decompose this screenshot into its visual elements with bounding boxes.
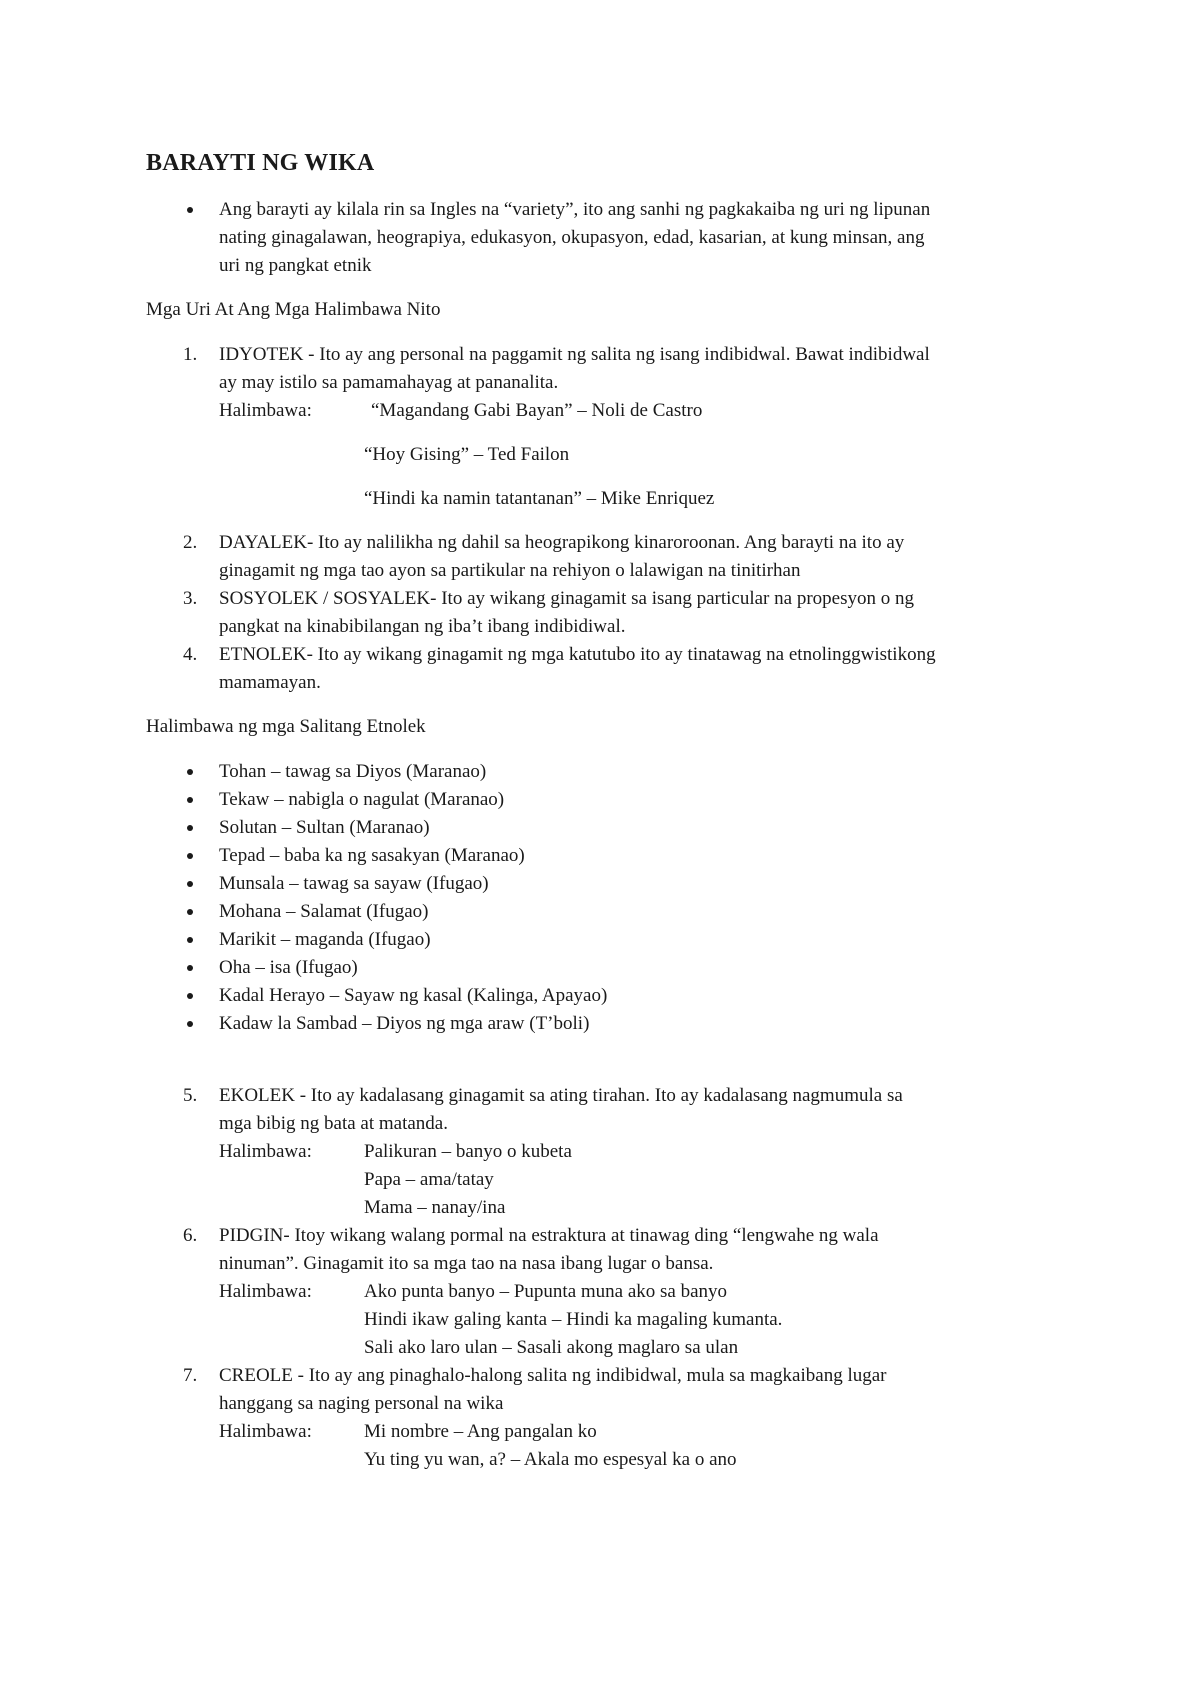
list-item: Oha – isa (Ifugao) (219, 957, 358, 978)
example-text: “Magandang Gabi Bayan” – Noli de Castro (371, 400, 703, 421)
intro-line: uri ng pangkat etnik (219, 255, 372, 276)
intro-line: nating ginagalawan, heograpiya, edukasyon, okupasyon, edad, kasarian, at kung minsan, ang (219, 227, 925, 248)
item2-line: ginagamit ng mga tao ayon sa partikular na rehiyon o lalawigan na tinitirhan (219, 560, 801, 581)
example-text: Ako punta banyo – Pupunta muna ako sa banyo (364, 1281, 728, 1302)
example-text: Palikuran – banyo o kubeta (364, 1141, 572, 1162)
list-number: 5. (183, 1085, 198, 1106)
bullet-icon (187, 1021, 193, 1027)
list-number: 4. (183, 644, 198, 665)
bullet-icon (187, 825, 193, 831)
bullet-icon (187, 853, 193, 859)
item2-line: DAYALEK- Ito ay nalilikha ng dahil sa heograpikong kinaroroonan. Ang barayti na ito ay (219, 532, 905, 553)
section-heading-types: Mga Uri At Ang Mga Halimbawa Nito (146, 299, 441, 320)
bullet-icon (187, 937, 193, 943)
example-label: Halimbawa: (219, 400, 312, 421)
item7-line: hanggang sa naging personal na wika (219, 1393, 504, 1414)
document-title: BARAYTI NG WIKA (146, 150, 375, 176)
item5-line: mga bibig ng bata at matanda. (219, 1113, 448, 1134)
list-number: 1. (183, 344, 198, 365)
example-text: Mama – nanay/ina (364, 1197, 506, 1218)
list-item: Tekaw – nabigla o nagulat (Maranao) (219, 789, 505, 810)
list-number: 3. (183, 588, 198, 609)
example-text: Sali ako laro ulan – Sasali akong maglaro sa ulan (364, 1337, 739, 1358)
list-item: Kadaw la Sambad – Diyos ng mga araw (T’boli) (219, 1013, 590, 1034)
example-text: Hindi ikaw galing kanta – Hindi ka magaling kumanta. (364, 1309, 783, 1330)
item4-line: mamamayan. (219, 672, 321, 693)
bullet-icon (187, 909, 193, 915)
list-item: Mohana – Salamat (Ifugao) (219, 901, 429, 922)
list-number: 2. (183, 532, 198, 553)
list-number: 7. (183, 1365, 198, 1386)
example-text: Mi nombre – Ang pangalan ko (364, 1421, 597, 1442)
list-item: Tepad – baba ka ng sasakyan (Maranao) (219, 845, 525, 866)
example-label: Halimbawa: (219, 1421, 312, 1442)
example-text: “Hindi ka namin tatantanan” – Mike Enriquez (364, 488, 715, 509)
example-text: “Hoy Gising” – Ted Failon (364, 444, 570, 465)
item3-line: SOSYOLEK / SOSYALEK- Ito ay wikang ginagamit sa isang particular na propesyon o ng (219, 588, 914, 609)
bullet-icon (187, 769, 193, 775)
bullet-icon (187, 797, 193, 803)
example-label: Halimbawa: (219, 1281, 312, 1302)
list-item: Tohan – tawag sa Diyos (Maranao) (219, 761, 487, 782)
item5-line: EKOLEK - Ito ay kadalasang ginagamit sa ating tirahan. Ito ay kadalasang nagmumula sa (219, 1085, 903, 1106)
example-text: Papa – ama/tatay (364, 1169, 494, 1190)
section-heading-etnolek: Halimbawa ng mga Salitang Etnolek (146, 716, 426, 737)
item3-line: pangkat na kinabibilangan ng iba’t ibang indibidiwal. (219, 616, 626, 637)
example-label: Halimbawa: (219, 1141, 312, 1162)
bullet-icon (187, 881, 193, 887)
list-item: Munsala – tawag sa sayaw (Ifugao) (219, 873, 489, 894)
item1-line: IDYOTEK - Ito ay ang personal na paggamit ng salita ng isang indibidwal. Bawat indibidwal (219, 344, 930, 365)
bullet-icon (187, 207, 193, 213)
item6-line: PIDGIN- Itoy wikang walang pormal na estraktura at tinawag ding “lengwahe ng wala (219, 1225, 879, 1246)
item4-line: ETNOLEK- Ito ay wikang ginagamit ng mga katutubo ito ay tinatawag na etnolinggwistikong (219, 644, 936, 665)
list-number: 6. (183, 1225, 198, 1246)
item6-line: ninuman”. Ginagamit ito sa mga tao na nasa ibang lugar o bansa. (219, 1253, 714, 1274)
list-item: Solutan – Sultan (Maranao) (219, 817, 430, 838)
bullet-icon (187, 993, 193, 999)
item1-line: ay may istilo sa pamamahayag at pananalita. (219, 372, 559, 393)
list-item: Marikit – maganda (Ifugao) (219, 929, 431, 950)
example-text: Yu ting yu wan, a? – Akala mo espesyal ka o ano (364, 1449, 737, 1470)
intro-line: Ang barayti ay kilala rin sa Ingles na “variety”, ito ang sanhi ng pagkakaiba ng uri ng lipunan (219, 199, 931, 220)
item7-line: CREOLE - Ito ay ang pinaghalo-halong salita ng indibidwal, mula sa magkaibang lugar (219, 1365, 887, 1386)
list-item: Kadal Herayo – Sayaw ng kasal (Kalinga, Apayao) (219, 985, 608, 1006)
bullet-icon (187, 965, 193, 971)
